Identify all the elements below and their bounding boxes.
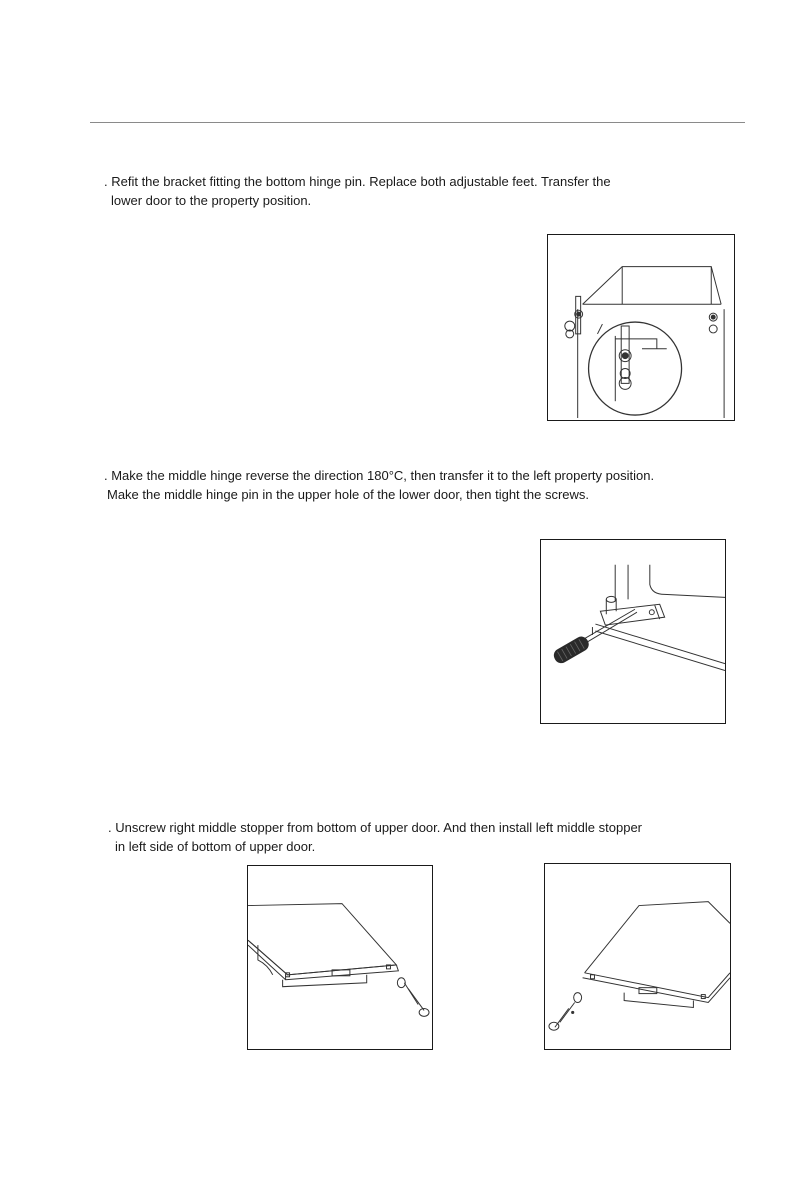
- step-2-line-1: . Make the middle hinge reverse the direction 180°C, then transfer it to the left property position.: [104, 468, 655, 483]
- step-3-line-2: in left side of bottom of upper door.: [115, 838, 316, 854]
- middle-hinge-illustration: [541, 540, 725, 723]
- step-1-line-1: . Refit the bracket fitting the bottom hinge pin. Replace both adjustable feet. Transfer the: [104, 174, 611, 189]
- figure-bottom-hinge: [547, 234, 735, 421]
- stopper-remove-illustration: [248, 866, 432, 1049]
- step-3-line-1: . Unscrew right middle stopper from bottom of upper door. And then install left middle stopper: [108, 820, 642, 835]
- figure-stopper-install: [544, 863, 731, 1050]
- step-1-line-2: lower door to the property position.: [111, 192, 312, 208]
- figure-middle-hinge: [540, 539, 726, 724]
- step-2-instruction: [104, 467, 654, 504]
- step-2-line-2: Make the middle hinge pin in the upper hole of the lower door, then tight the screws.: [107, 486, 590, 502]
- bottom-hinge-illustration: [548, 235, 734, 420]
- stopper-install-illustration: [545, 864, 730, 1049]
- step-1-instruction: [104, 173, 611, 210]
- step-3-instruction: [108, 819, 642, 856]
- header-rule: [90, 122, 745, 123]
- figure-stopper-remove: [247, 865, 433, 1050]
